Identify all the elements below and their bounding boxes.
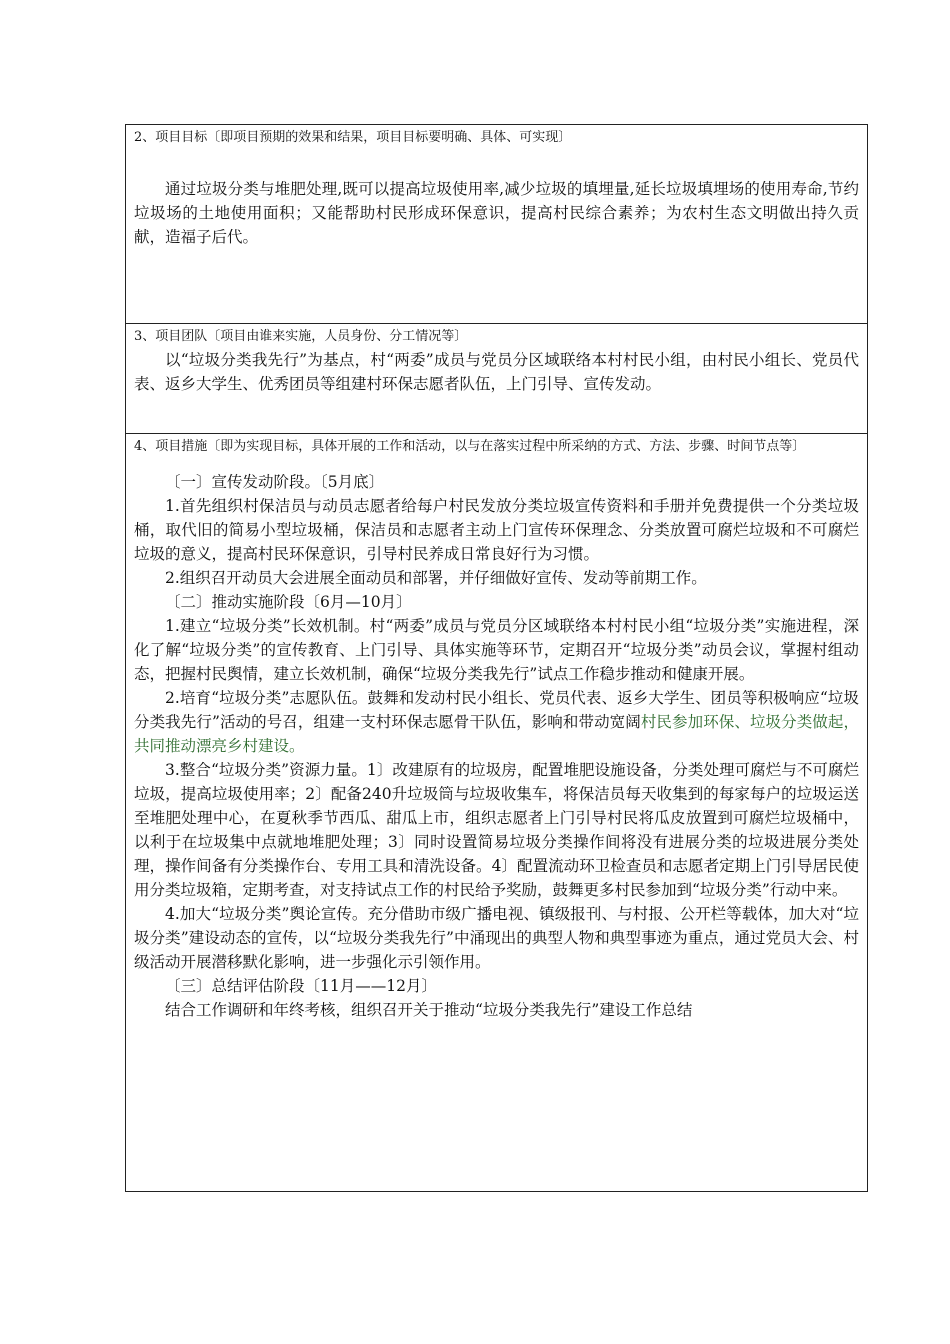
- paragraph: 3.整合“垃圾分类”资源力量。1〕改建原有的垃圾房，配置堆肥设施设备，分类处理可腐烂与不可腐烂垃圾，提高垃圾使用率；2〕配备240升垃圾筒与垃圾收集车，将保洁员每天收集到的每家每户的垃圾运送至堆肥处理中心，在夏秋季节西瓜、甜瓜上市，组织志愿者上门引导村民将瓜皮放置到可腐烂垃圾桶中，以利于在垃圾集中点就地堆肥处理；3〕同时设置简易垃圾分类操作间将没有进展分类的垃圾进展分类处理，操作间备有分类操作台、专用工具和清洗设备。4〕配置流动环卫检查员和志愿者定期上门引导居民使用分类垃圾箱，定期考查，对支持试点工作的村民给予奖励，鼓舞更多村民参加到“垃圾分类”行动中来。: [134, 761, 859, 899]
- paragraph-text: 2.培育“垃圾分类”志愿队伍。鼓舞和发动村民小组长、党员代表、返乡大学生、团员等积极响应“垃圾分类我先行”活动的号召，组建一支村环保志愿骨干队伍，影响和带动宽阔: [134, 689, 859, 731]
- section-project-goal: [126, 125, 867, 323]
- section-project-team: [126, 323, 867, 433]
- paragraph: 通过垃圾分类与堆肥处理,既可以提高垃圾使用率,减少垃圾的填埋量,延长垃圾填埋场的使用寿命,节约垃圾场的土地使用面积；又能帮助村民形成环保意识，提高村民综合素养；为农村生态文明做出持久贡献，造福子后代。: [134, 180, 859, 246]
- section-header: 4、项目措施〔即为实现目标，具体开展的工作和活动，以与在落实过程中所采纳的方式、方法、步骤、时间节点等〕: [134, 439, 806, 454]
- section-project-measures: [126, 433, 867, 1191]
- paragraph: 〔三〕总结评估阶段〔11月——12月〕: [165, 977, 437, 995]
- paragraph: 1.首先组织村保洁员与动员志愿者给每户村民发放分类垃圾宣传资料和手册并免费提供一个分类垃圾桶，取代旧的简易小型垃圾桶，保洁员和志愿者主动上门宣传环保理念、分类放置可腐烂垃圾和不可腐烂垃圾的意义，提高村民环保意识，引导村民养成日常良好行为习惯。: [134, 497, 859, 563]
- section-header: 2、项目目标〔即项目预期的效果和结果，项目目标要明确、具体、可实现〕: [134, 130, 572, 145]
- highlighted-text: 村民参加环保、垃圾分类做起，共同推动漂亮乡村建设。: [134, 713, 859, 755]
- paragraph: [134, 686, 859, 758]
- paragraph: 1.建立“垃圾分类”长效机制。村“两委”成员与党员分区域联络本村村民小组“垃圾分类”实施进程，深化了解“垃圾分类”的宣传教育、上门引导、具体实施等环节，定期召开“垃圾分类”动员会议，掌握村组动态，把握村民舆情，建立长效机制，确保“垃圾分类我先行”试点工作稳步推动和健康开展。: [134, 617, 859, 683]
- paragraph: 〔一〕宣传发动阶段。〔5月底〕: [165, 473, 385, 491]
- paragraph: 结合工作调研和年终考核，组织召开关于推动“垃圾分类我先行”建设工作总结: [165, 1001, 693, 1019]
- paragraph: 以“垃圾分类我先行”为基点，村“两委”成员与党员分区域联络本村村民小组，由村民小组长、党员代表、返乡大学生、优秀团员等组建村环保志愿者队伍，上门引导、宣传发动。: [134, 351, 859, 393]
- paragraph: 4.加大“垃圾分类”舆论宣传。充分借助市级广播电视、镇级报刊、与村报、公开栏等载体，加大对“垃圾分类”建设动态的宣传，以“垃圾分类我先行”中涌现出的典型人物和典型事迹为重点，通过党员大会、村级活动开展潜移默化影响，进一步强化示引领作用。: [134, 905, 859, 971]
- document-table: [125, 124, 868, 1192]
- section-header: 3、项目团队〔项目由谁来实施，人员身份、分工情况等〕: [134, 329, 468, 344]
- paragraph: 〔二〕推动实施阶段〔6月—10月〕: [165, 593, 412, 611]
- paragraph: 2.组织召开动员大会进展全面动员和部署，并仔细做好宣传、发动等前期工作。: [165, 569, 707, 587]
